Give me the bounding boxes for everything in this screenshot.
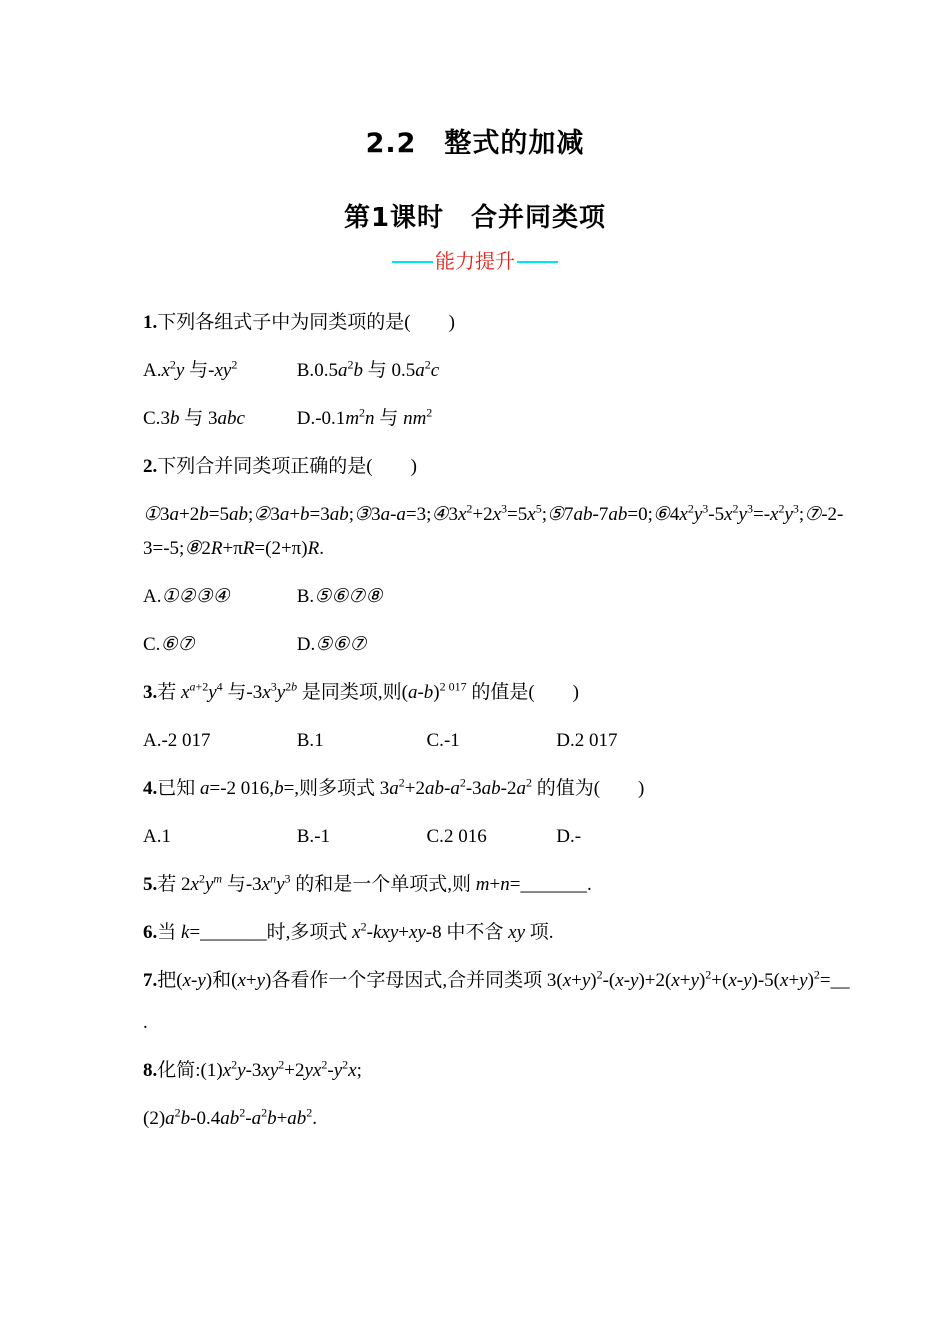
- question-2-option-d: [297, 628, 367, 662]
- question-2-options-row-1: [143, 580, 850, 614]
- option-a-label: A.: [143, 730, 162, 751]
- question-4-text: 已知 a=-2 016,b=,则多项式 $3a^2+2ab-a^2-3ab-2a^2$ 的值为( ): [157, 775, 645, 799]
- question-5-stem: [143, 868, 850, 902]
- question-3-number: 3.: [143, 682, 158, 703]
- question-4-option-c: [427, 820, 552, 854]
- question-2-number: 2.: [143, 456, 158, 477]
- question-3-option-c: [427, 724, 552, 758]
- question-5: [143, 868, 850, 902]
- option-c-label: C.: [143, 408, 161, 429]
- question-7-text: 把(x-y)和(x+y)各看作一个字母因式,合并同类项 $3(x+y)^2-(x-y)+2(x+y)^2+(x-y)-5(x+y)^2=\_\_$: [157, 967, 850, 991]
- option-c-label: C.: [426, 730, 444, 751]
- banner-rule-left: [392, 261, 433, 263]
- question-8-number: 8.: [143, 1060, 158, 1081]
- question-7: [143, 964, 850, 1040]
- question-2-option-b: [297, 580, 383, 614]
- question-2-items-line-2: 3=-5;⑧2R+πR=(2+π)R.: [143, 538, 324, 559]
- question-6-stem: [143, 916, 850, 950]
- option-a-label: A.: [143, 586, 162, 607]
- question-1: [143, 306, 850, 436]
- question-8: [143, 1054, 850, 1136]
- option-c-value: 3b 与 3abc: [160, 408, 245, 429]
- question-4-option-d: [556, 820, 581, 854]
- question-2-items-line-1: $①3a+2b=5ab;②3a+b=3ab;③3a-a=3;④3x^2+2x^3=5x^5;⑤7ab-7ab=0;⑥4x^2y^3-5x^2y^3=-x^2y^3;⑦-2-$: [143, 501, 844, 525]
- option-c-value: ⑥⑦: [160, 634, 195, 655]
- option-d-label: D.: [296, 634, 316, 655]
- option-a-label: A.: [143, 360, 162, 381]
- option-a-value: -2 017: [161, 730, 211, 751]
- question-4: [143, 772, 850, 854]
- option-b-value: 1: [314, 730, 324, 751]
- question-1-option-a: [143, 354, 292, 388]
- question-4-option-b: [297, 820, 422, 854]
- option-d-value: $-0.1m^2n$ 与 $nm^2$: [315, 405, 433, 429]
- question-1-stem: [143, 306, 850, 340]
- lesson-title: 第1课时 合并同类项: [343, 203, 607, 233]
- page-title: 2.2 整式的加减: [365, 128, 585, 159]
- option-c-value: 2 016: [443, 826, 487, 847]
- question-3-text: 若 $x^{a+2}y^4$ 与$-3x^3y^{2b}$ 是同类项,则$(a-b)^{2 017}$ 的值是( ): [157, 679, 580, 703]
- question-2: [143, 450, 850, 662]
- question-2-option-a: [143, 580, 292, 614]
- question-5-number: 5.: [143, 874, 158, 895]
- question-4-option-a: [143, 820, 292, 854]
- question-7-stem: [143, 964, 850, 998]
- question-1-number: 1.: [143, 312, 158, 333]
- question-7-number: 7.: [143, 970, 158, 991]
- question-2-options-row-2: [143, 628, 850, 662]
- option-c-label: C.: [143, 634, 161, 655]
- question-1-option-d: [297, 402, 433, 436]
- option-b-value: ⑤⑥⑦⑧: [314, 586, 383, 607]
- option-a-value: ①②③④: [161, 586, 230, 607]
- question-4-stem: [143, 772, 850, 806]
- question-1-option-c: [143, 402, 292, 436]
- banner-label: 能力提升: [435, 251, 515, 273]
- question-1-options-row-2: [143, 402, 850, 436]
- question-1-text: 下列各组式子中为同类项的是( ): [157, 312, 455, 333]
- question-2-stem: [143, 450, 850, 484]
- question-3-stem: [143, 676, 850, 710]
- section-banner: [0, 249, 950, 275]
- option-b-label: B.: [296, 730, 315, 751]
- question-6-number: 6.: [143, 922, 158, 943]
- question-2-text: 下列合并同类项正确的是( ): [157, 456, 417, 477]
- question-8-part-2: $(2)a^2b-0.4ab^2-a^2b+ab^2$.: [143, 1105, 318, 1129]
- question-3: [143, 676, 850, 758]
- option-b-label: B.: [296, 360, 315, 381]
- worksheet-content: [0, 275, 950, 1136]
- question-8-stem: [143, 1054, 850, 1088]
- option-b-value: $0.5a^2b$ 与 $0.5a^2c$: [314, 357, 440, 381]
- question-4-number: 4.: [143, 778, 158, 799]
- question-1-options-row-1: [143, 354, 850, 388]
- question-3-option-a: [143, 724, 292, 758]
- question-5-text: 若 $2x^2y^m$ 与$-3x^ny^3$ 的和是一个单项式,则 m+n=_______.: [157, 871, 592, 895]
- question-7-continuation: .: [143, 1012, 148, 1033]
- question-4-options-row: [143, 820, 850, 854]
- question-6: [143, 916, 850, 950]
- question-3-option-d: [556, 724, 617, 758]
- question-2-option-c: [143, 628, 292, 662]
- option-d-label: D.: [556, 826, 575, 847]
- question-8-part-1: 化简$:(1)x^2y-3xy^2+2yx^2-y^2x$;: [157, 1057, 362, 1081]
- option-a-value: $x^2y$ 与$-xy^2$: [161, 357, 238, 381]
- option-d-label: D.: [556, 730, 575, 751]
- option-c-value: -1: [443, 730, 460, 751]
- question-3-options-row: [143, 724, 850, 758]
- option-b-label: B.: [296, 586, 315, 607]
- option-a-value: 1: [161, 826, 171, 847]
- question-6-text: 当 k=_______时,多项式 $x^2-kxy+xy-8$ 中不含 xy 项.: [157, 919, 554, 943]
- option-d-label: D.: [296, 408, 316, 429]
- option-b-value: -1: [314, 826, 331, 847]
- banner-rule-right: [517, 261, 558, 263]
- option-c-label: C.: [426, 826, 444, 847]
- question-1-option-b: [297, 354, 439, 388]
- option-d-value: 2 017: [574, 730, 618, 751]
- option-a-label: A.: [143, 826, 162, 847]
- question-3-option-b: [297, 724, 422, 758]
- option-d-value: ⑤⑥⑦: [315, 634, 367, 655]
- option-b-label: B.: [296, 826, 315, 847]
- option-d-value: -: [574, 826, 582, 847]
